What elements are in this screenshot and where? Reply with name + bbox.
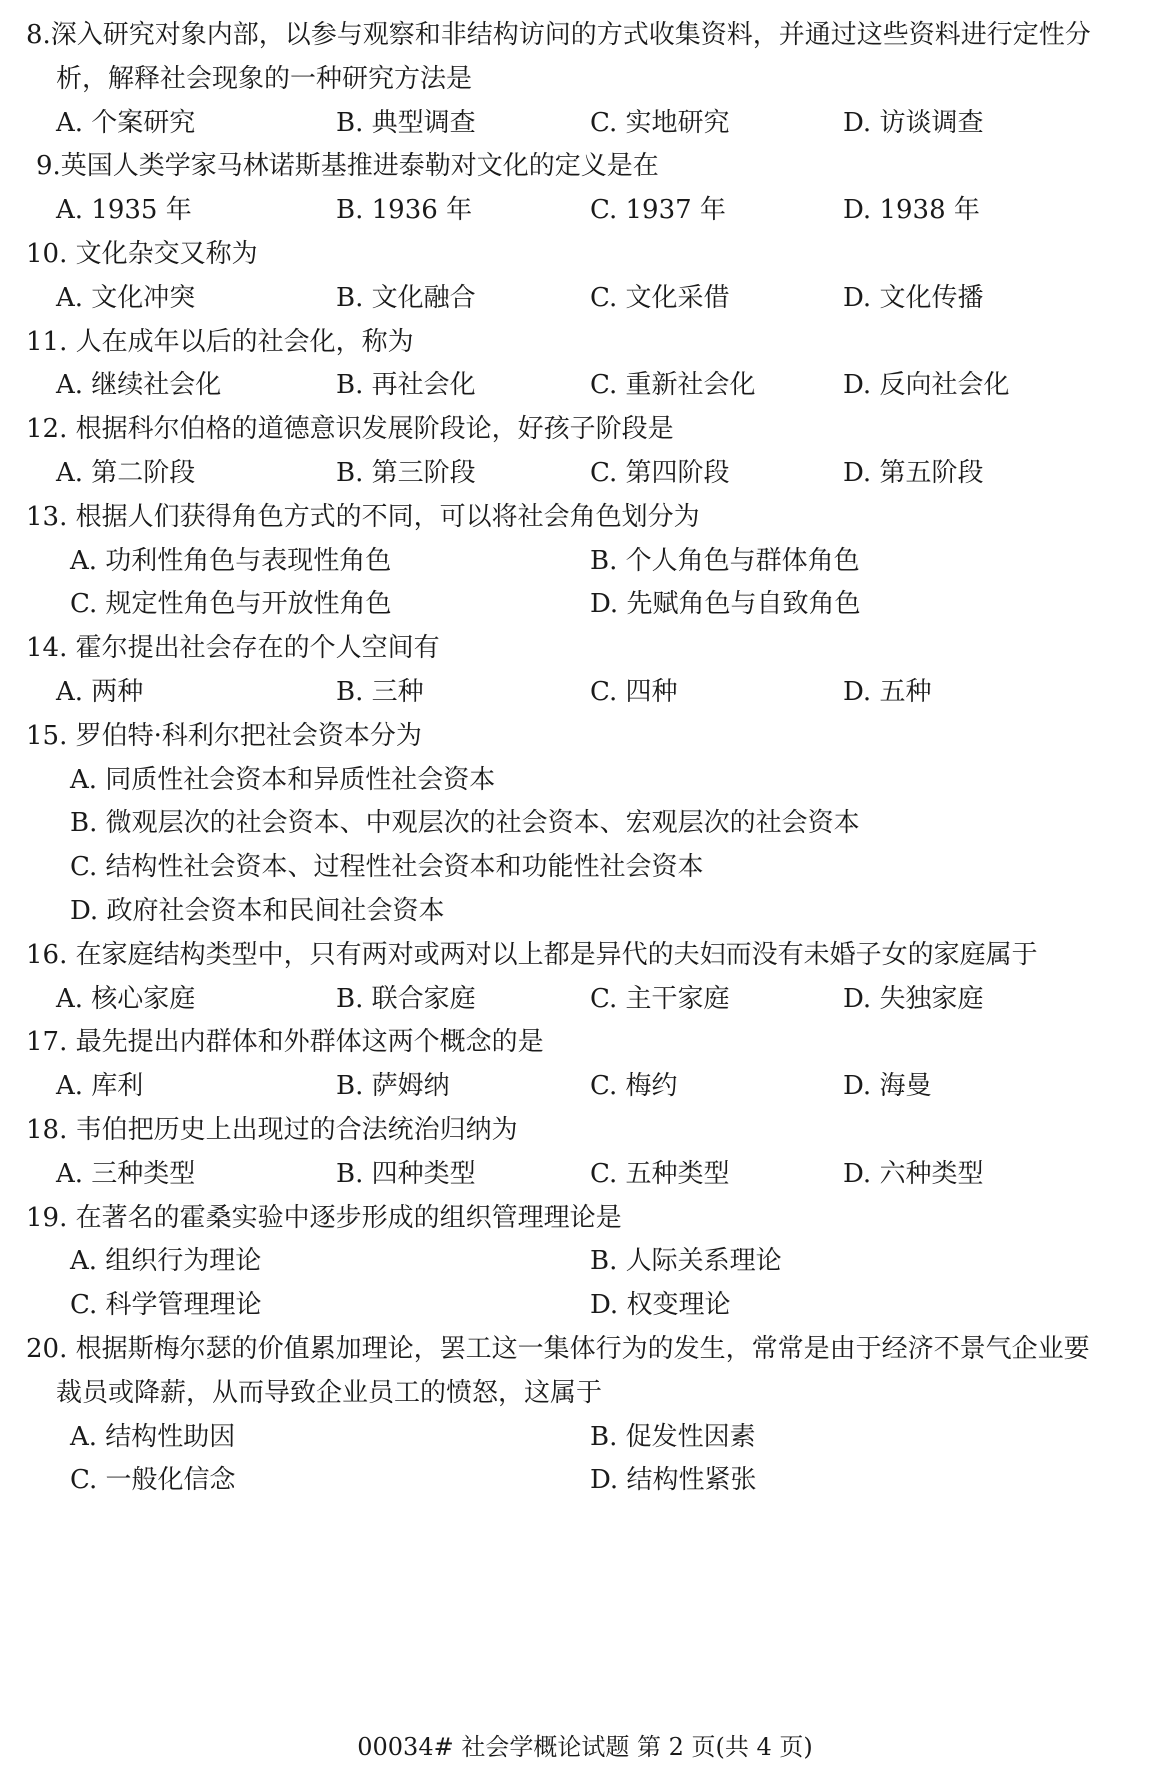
- answer-option: C. 重新社会化: [590, 370, 756, 401]
- answer-option: C. 结构性社会资本、过程性社会资本和功能性社会资本: [70, 852, 704, 883]
- answer-option: C. 规定性角色与开放性角色: [70, 589, 392, 620]
- answer-option: D. 先赋角色与自致角色: [590, 589, 861, 620]
- question-stem: 16. 在家庭结构类型中，只有两对或两对以上都是异代的夫妇而没有未婚子女的家庭属于: [26, 939, 1038, 970]
- answer-option: A. 文化冲突: [56, 282, 196, 313]
- option-row: [0, 1061, 1170, 1111]
- option-row: [0, 798, 1170, 848]
- answer-option: D. 六种类型: [843, 1158, 984, 1189]
- question-stem: 8.深入研究对象内部，以参与观察和非结构访问的方式收集资料，并通过这些资料进行定性分: [26, 20, 1091, 50]
- option-row: [0, 1149, 1170, 1199]
- answer-option: C. 梅约: [590, 1071, 678, 1102]
- answer-option: D. 权变理论: [590, 1290, 731, 1321]
- answer-option: B. 三种: [336, 677, 424, 707]
- option-row: [0, 755, 1170, 805]
- answer-option: D. 第五阶段: [843, 458, 984, 488]
- answer-option: C. 四种: [590, 677, 678, 707]
- question-stem: 13. 根据人们获得角色方式的不同，可以将社会角色划分为: [26, 501, 700, 532]
- answer-option: A. 组织行为理论: [70, 1246, 262, 1277]
- option-row: [0, 185, 1170, 235]
- answer-option: A. 结构性助因: [70, 1421, 236, 1452]
- question-stem-continued: 裁员或降薪，从而导致企业员工的愤怒，这属于: [56, 1377, 603, 1408]
- option-row: [0, 360, 1170, 410]
- question-stem: 12. 根据科尔伯格的道德意识发展阶段论，好孩子阶段是: [26, 414, 674, 445]
- answer-option: C. 1937 年: [590, 195, 726, 226]
- answer-option: D. 海曼: [843, 1071, 932, 1102]
- question-stem-continued: 析，解释社会现象的一种研究方法是: [56, 63, 473, 94]
- answer-option: B. 典型调查: [336, 107, 476, 138]
- answer-option: D. 1938 年: [843, 195, 980, 226]
- answer-option: A. 库利: [56, 1071, 144, 1102]
- option-row: [0, 98, 1170, 148]
- question-stem: 11. 人在成年以后的社会化，称为: [26, 326, 414, 357]
- answer-option: D. 文化传播: [843, 282, 984, 313]
- answer-option: B. 微观层次的社会资本、中观层次的社会资本、宏观层次的社会资本: [70, 808, 860, 839]
- answer-option: A. 功利性角色与表现性角色: [70, 545, 392, 576]
- option-row: [0, 1412, 1170, 1462]
- answer-option: D. 政府社会资本和民间社会资本: [70, 896, 445, 926]
- answer-option: B. 个人角色与群体角色: [590, 545, 860, 576]
- option-row: [0, 842, 1170, 892]
- option-row: [0, 579, 1170, 629]
- answer-option: C. 实地研究: [590, 107, 730, 138]
- answer-option: C. 五种类型: [590, 1158, 730, 1189]
- option-row: [0, 667, 1170, 717]
- answer-option: B. 萨姆纳: [336, 1071, 450, 1102]
- page-footer: 00034# 社会学概论试题 第 2 页(共 4 页): [357, 1733, 813, 1761]
- answer-option: C. 一般化信念: [70, 1465, 236, 1496]
- question-stem: 15. 罗伯特·科利尔把社会资本分为: [26, 720, 422, 751]
- option-row: [0, 536, 1170, 586]
- answer-option: C. 第四阶段: [590, 458, 730, 488]
- option-row: [0, 273, 1170, 323]
- option-row: [0, 448, 1170, 498]
- answer-option: D. 反向社会化: [843, 370, 1010, 401]
- answer-option: B. 联合家庭: [336, 983, 476, 1014]
- answer-option: B. 促发性因素: [590, 1421, 756, 1452]
- question-stem: 19. 在著名的霍桑实验中逐步形成的组织管理理论是: [26, 1202, 622, 1233]
- answer-option: D. 结构性紧张: [590, 1465, 757, 1496]
- answer-option: B. 四种类型: [336, 1158, 476, 1189]
- answer-option: A. 第二阶段: [56, 458, 196, 488]
- option-row: [0, 974, 1170, 1024]
- answer-option: A. 1935 年: [56, 195, 192, 226]
- answer-option: D. 访谈调查: [843, 107, 984, 138]
- answer-option: A. 同质性社会资本和异质性社会资本: [70, 764, 496, 795]
- answer-option: A. 三种类型: [56, 1158, 196, 1189]
- question-stem: 14. 霍尔提出社会存在的个人空间有: [26, 633, 440, 664]
- answer-option: A. 继续社会化: [56, 370, 222, 401]
- question-stem: 20. 根据斯梅尔瑟的价值累加理论，罢工这一集体行为的发生，常常是由于经济不景气企业要: [26, 1334, 1090, 1364]
- option-row: [0, 1236, 1170, 1286]
- answer-option: A. 两种: [56, 677, 144, 707]
- question-stem: 10. 文化杂交又称为: [26, 239, 258, 269]
- question-stem: 9.英国人类学家马林诺斯基推进泰勒对文化的定义是在: [36, 151, 659, 182]
- answer-option: A. 个案研究: [56, 107, 196, 138]
- answer-option: B. 1936 年: [336, 195, 473, 226]
- answer-option: C. 文化采借: [590, 282, 730, 313]
- answer-option: C. 科学管理理论: [70, 1290, 262, 1321]
- answer-option: A. 核心家庭: [56, 983, 196, 1014]
- answer-option: B. 人际关系理论: [590, 1246, 782, 1277]
- option-row: [0, 1280, 1170, 1330]
- answer-option: C. 主干家庭: [590, 983, 730, 1014]
- option-row: [0, 1455, 1170, 1505]
- question-stem: 17. 最先提出内群体和外群体这两个概念的是: [26, 1027, 544, 1058]
- option-row: [0, 886, 1170, 936]
- answer-option: D. 失独家庭: [843, 983, 984, 1014]
- answer-option: B. 再社会化: [336, 370, 476, 401]
- answer-option: D. 五种: [843, 677, 932, 707]
- question-stem: 18. 韦伯把历史上出现过的合法统治归纳为: [26, 1115, 518, 1145]
- answer-option: B. 第三阶段: [336, 458, 476, 488]
- answer-option: B. 文化融合: [336, 282, 476, 313]
